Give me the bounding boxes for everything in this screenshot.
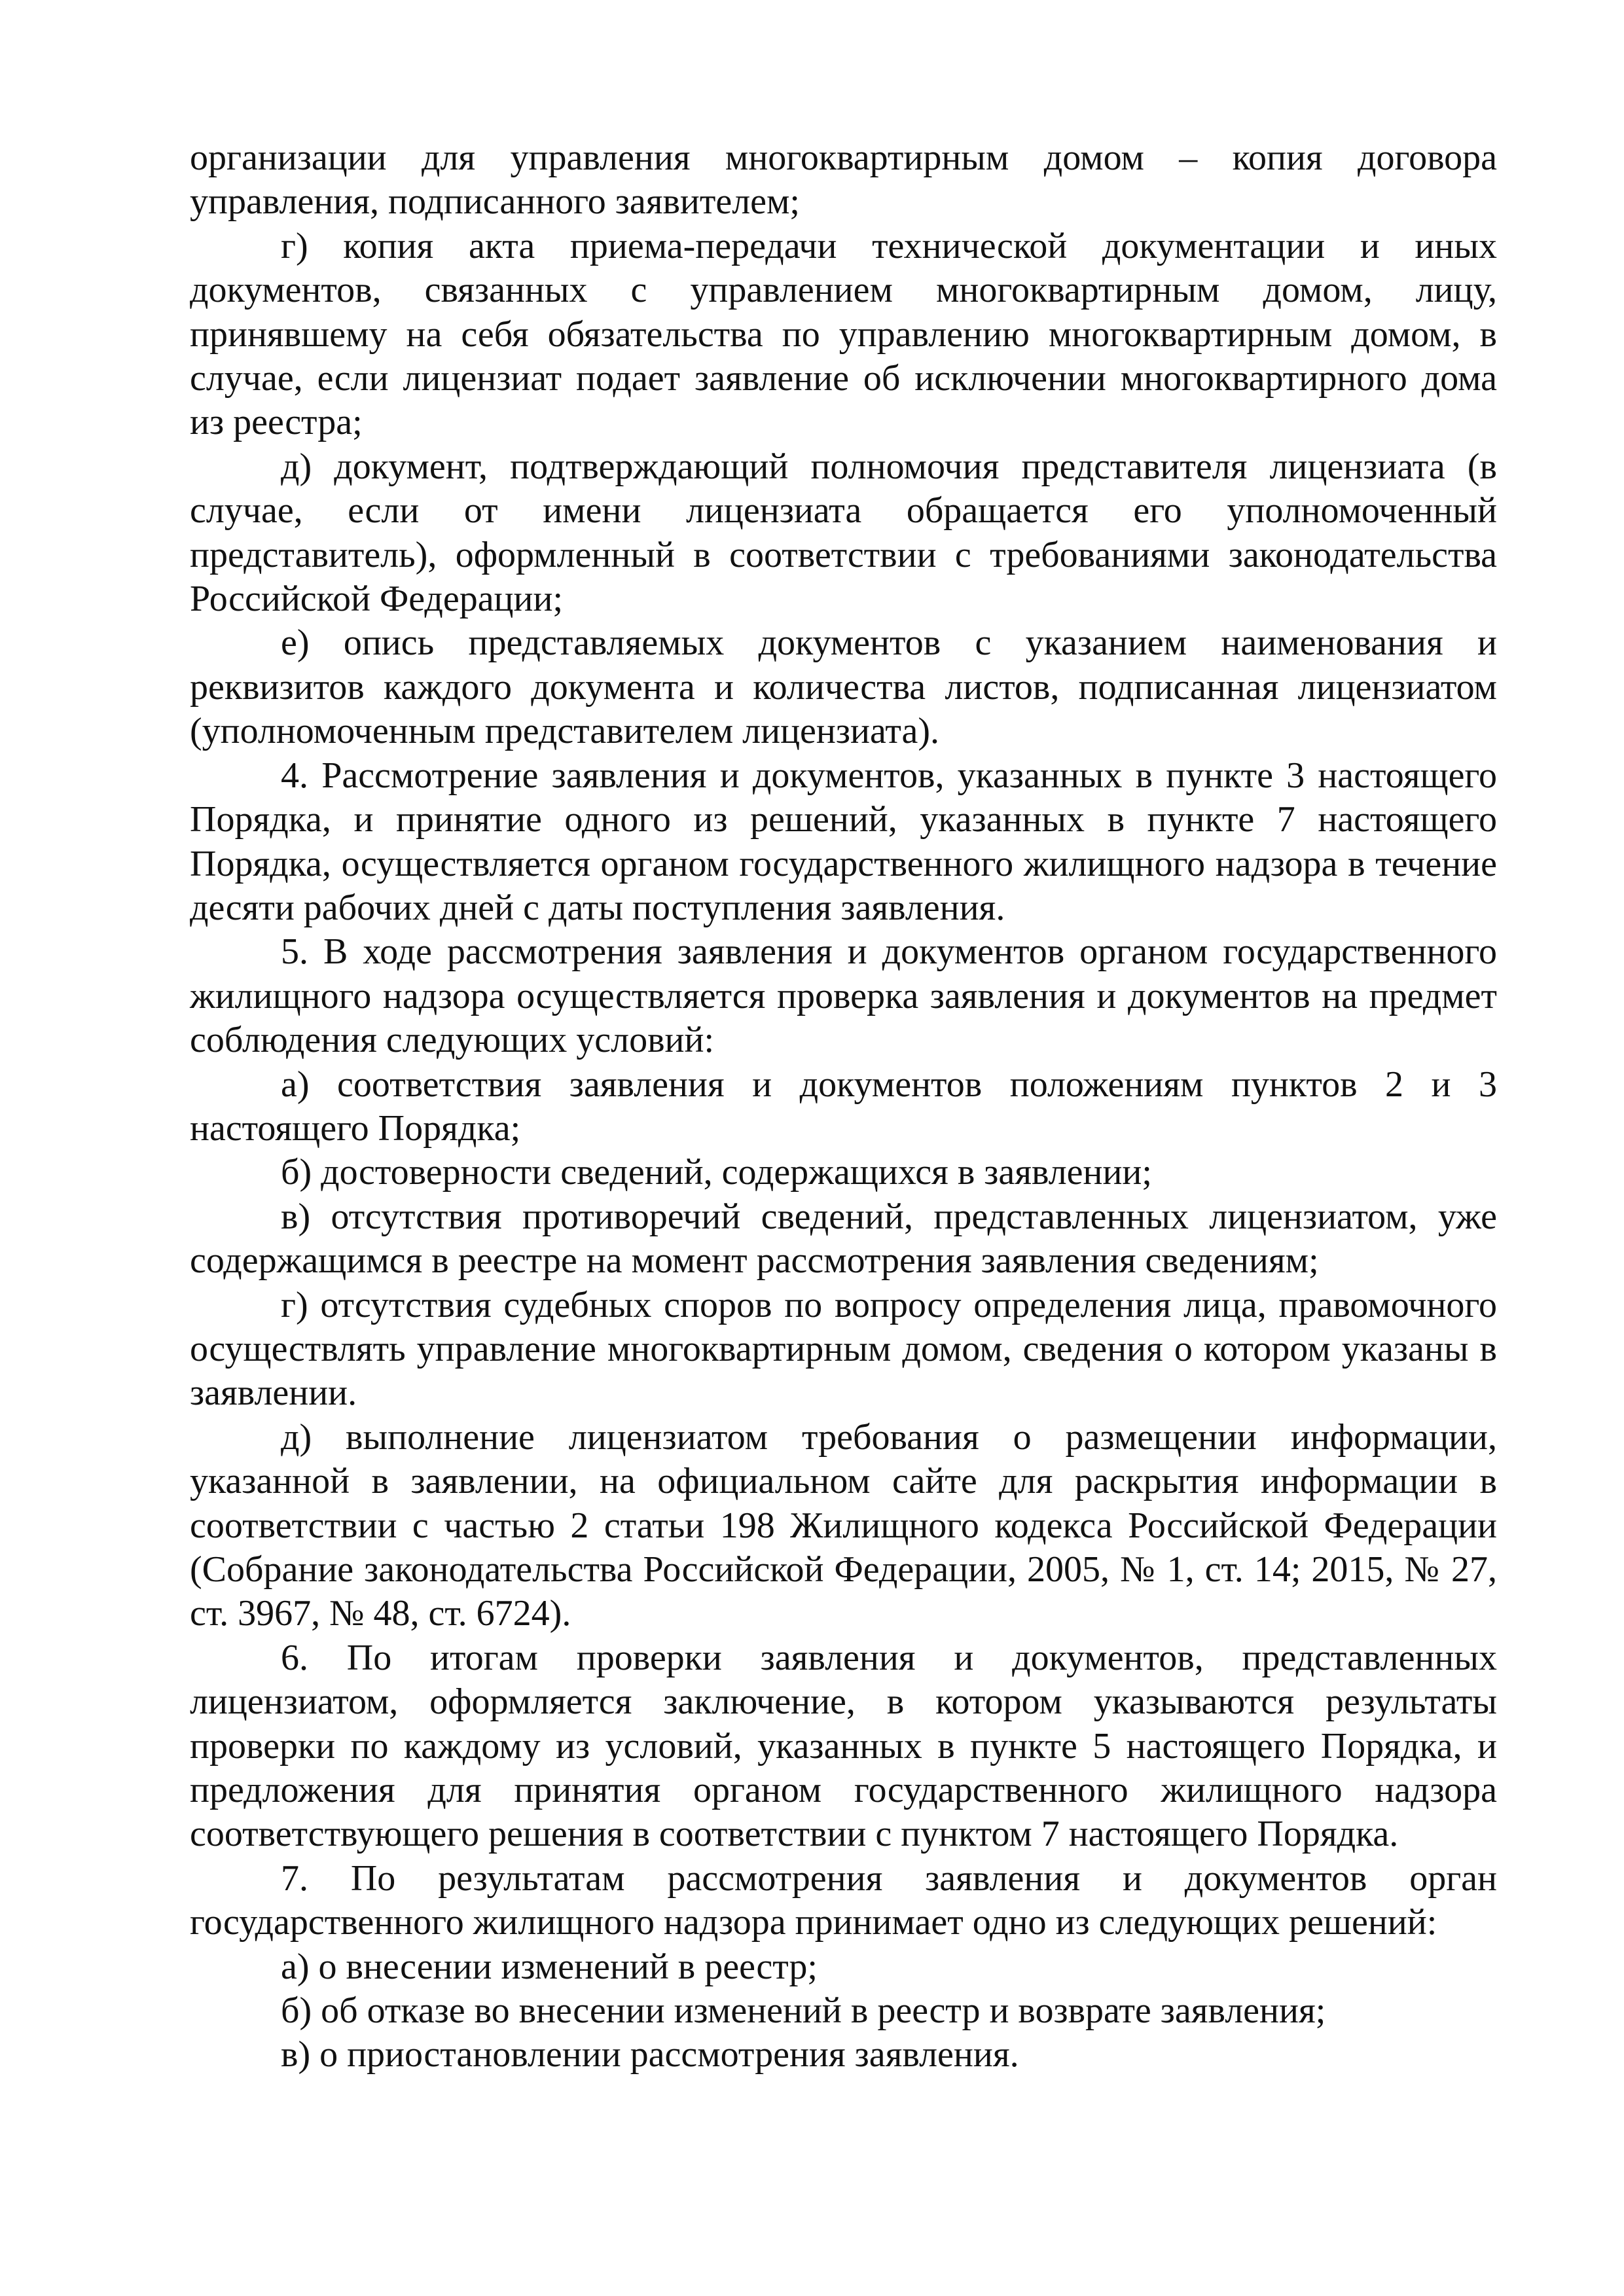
document-body — [190, 136, 1497, 2077]
paragraph-clause-7-item-a: а) о внесении изменений в реестр; — [281, 1946, 818, 1987]
paragraph-clause-5-item-v: в) отсутствия противоречий сведений, представленных лицензиатом, уже содержащимся в реестре на момент рассмотрения заявления сведениям; — [190, 1196, 1497, 1282]
paragraph-clause-7-item-b: б) об отказе во внесении изменений в реестр и возврате заявления; — [281, 1990, 1326, 2032]
paragraph-clause-5: 5. В ходе рассмотрения заявления и документов органом государственного жилищного надзора осуществляется проверка заявления и документов на предмет соблюдения следующих условий: — [190, 931, 1497, 1061]
paragraph-clause-7-item-v: в) о приостановлении рассмотрения заявления. — [281, 2034, 1019, 2075]
paragraph-clause-5-item-a: а) соответствия заявления и документов положениям пунктов 2 и 3 настоящего Порядка; — [190, 1064, 1497, 1149]
paragraph-item-d-authority-document: д) документ, подтверждающий полномочия представителя лицензиата (в случае, если от имени лицензиата обращается его уполномоченный представитель), оформленный в соответствии с требованиями законодательства Российской Федерации; — [190, 446, 1497, 620]
paragraph-item-e-inventory: е) опись представляемых документов с указанием наименования и реквизитов каждого документа и количества листов, подписанная лицензиатом (уполномоченным представителем лицензиата). — [190, 622, 1497, 752]
paragraph-clause-7: 7. По результатам рассмотрения заявления и документов орган государственного жилищного надзора принимает одно из следующих решений: — [190, 1857, 1497, 1943]
paragraph-clause-5-item-g: г) отсутствия судебных споров по вопросу определения лица, правомочного осуществлять управление многоквартирным домом, сведения о котором указаны в заявлении. — [190, 1284, 1497, 1414]
paragraph-clause-6: 6. По итогам проверки заявления и документов, представленных лицензиатом, оформляется заключение, в котором указываются результаты проверки по каждому из условий, указанных в пункте 5 настоящего Порядка, и предложения для принятия органом государственного жилищного надзора соответствующего решения в соответствии с пунктом 7 настоящего Порядка. — [190, 1637, 1497, 1855]
paragraph-clause-4: 4. Рассмотрение заявления и документов, указанных в пункте 3 настоящего Порядка, и принятие одного из решений, указанных в пункте 7 настоящего Порядка, осуществляется органом государственного жилищного надзора в течение десяти рабочих дней с даты поступления заявления. — [190, 755, 1497, 928]
paragraph-continuation: организации для управления многоквартирным домом – копия договора управления, подписанного заявителем; — [190, 137, 1497, 223]
paragraph-item-g-act-copy: г) копия акта приема-передачи технической документации и иных документов, связанных с управлением многоквартирным домом, лицу, принявшему на себя обязательства по управлению многоквартирным домом, в случае, если лицензиат подает заявление об исключении многоквартирного дома из реестра; — [190, 225, 1497, 443]
paragraph-clause-5-item-d: д) выполнение лицензиатом требования о размещении информации, указанной в заявлении, на официальном сайте для раскрытия информации в соответствии с частью 2 статьи 198 Жилищного кодекса Российской Федерации (Собрание законодательства Российской Федерации, 2005, № 1, ст. 14; 2015, № 27, ст. 3967, № 48, ст. 6724). — [190, 1416, 1497, 1634]
paragraph-clause-5-item-b: б) достоверности сведений, содержащихся в заявлении; — [281, 1152, 1152, 1193]
